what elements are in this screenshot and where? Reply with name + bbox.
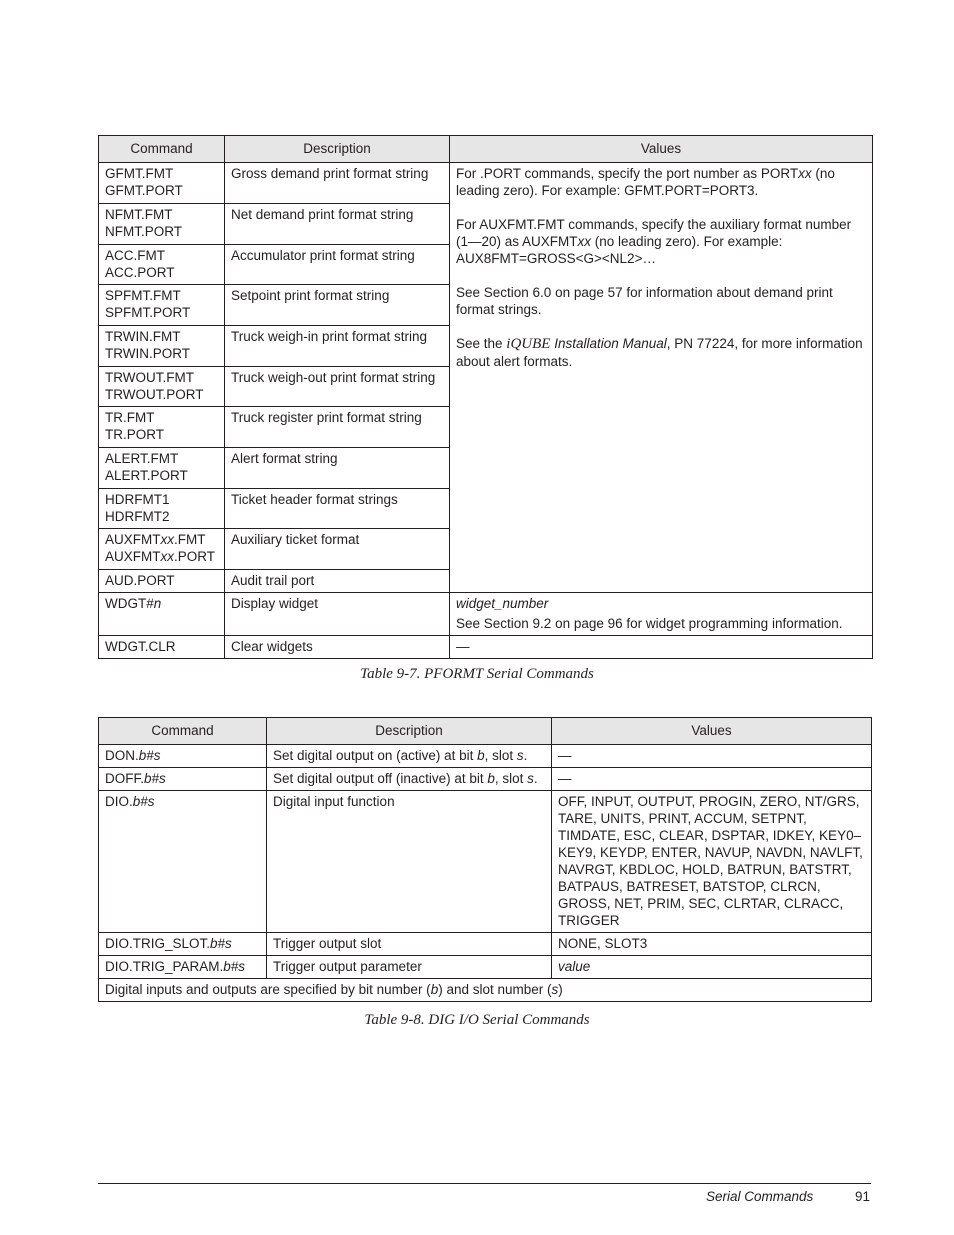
column-header-values: Values [450, 136, 873, 163]
command-cell: WDGT.CLR [99, 636, 225, 659]
command-cell: NFMT.FMT NFMT.PORT [99, 204, 225, 245]
values-cell-shared [450, 163, 873, 593]
description-cell: Auxiliary ticket format [225, 529, 450, 570]
port-format-note: For .PORT commands, specify the port number as PORTxx (no leading zero). For example: GFMT.PORT=PORT3. [456, 166, 835, 198]
values-cell: OFF, INPUT, OUTPUT, PROGIN, ZERO, NT/GRS, TARE, UNITS, PRINT, ACCUM, SETPNT, TIMDATE, ESC, CLEAR, DSPTAR, IDKEY, KEY0–KEY9, KEYDP, ENTER, NAVUP, NAVDN, NAVLFT, NAVRGT, KBDLOC, HOLD, BATRUN, BATSTRT, BATPAUS, BATRESET, BATSTOP, CLRCN, GROSS, NET, PRIM, SEC, CLRTAR, CLRACC, TRIGGER [552, 791, 872, 933]
demand-format-note: See Section 6.0 on page 57 for information about demand print format strings. [456, 285, 833, 317]
values-cell: — [450, 636, 873, 659]
command-cell: WDGT#n [99, 593, 225, 636]
command-cell: DON.b#s [99, 745, 267, 768]
description-cell: Trigger output parameter [267, 956, 552, 979]
table-row [99, 636, 873, 659]
table-note: Digital inputs and outputs are specified by bit number (b) and slot number (s) [99, 979, 872, 1002]
column-header-command: Command [99, 136, 225, 163]
command-cell: GFMT.FMT GFMT.PORT [99, 163, 225, 204]
description-cell: Digital input function [267, 791, 552, 933]
command-cell: TR.FMT TR.PORT [99, 407, 225, 448]
command-cell: HDRFMT1 HDRFMT2 [99, 489, 225, 529]
column-header-values: Values [552, 718, 872, 745]
column-header-command: Command [99, 718, 267, 745]
table-row [99, 163, 873, 204]
table-caption: Table 9-7. PFORMT Serial Commands [360, 666, 594, 682]
values-cell: — [552, 768, 872, 791]
column-header-description: Description [225, 136, 450, 163]
table-caption: Table 9-8. DIG I/O Serial Commands [364, 1012, 590, 1028]
command-cell: ALERT.FMT ALERT.PORT [99, 448, 225, 489]
description-cell: Display widget [225, 593, 450, 636]
command-cell: AUD.PORT [99, 570, 225, 593]
description-cell: Setpoint print format string [225, 285, 450, 326]
description-cell: Set digital output on (active) at bit b, slot s. [267, 745, 552, 768]
page-number: 91 [855, 1189, 871, 1204]
table-row [99, 791, 872, 933]
table-row [99, 956, 872, 979]
table-note-row [99, 979, 872, 1002]
table-row [99, 593, 873, 636]
column-header-description: Description [267, 718, 552, 745]
pformt-commands-table [98, 135, 873, 659]
description-cell: Audit trail port [225, 570, 450, 593]
command-cell: TRWOUT.FMT TRWOUT.PORT [99, 367, 225, 407]
table-header-row [99, 136, 873, 163]
auxfmt-note: For AUXFMT.FMT commands, specify the auxiliary format number (1—20) as AUXFMTxx (no leading zero). For example: AUX8FMT=GROSS<G><NL2>… [456, 217, 852, 266]
table-row [99, 933, 872, 956]
table-header-row [99, 718, 872, 745]
command-cell: DIO.TRIG_SLOT.b#s [99, 933, 267, 956]
description-cell: Clear widgets [225, 636, 450, 659]
description-cell: Ticket header format strings [225, 489, 450, 529]
dig-io-commands-table [98, 717, 872, 1002]
description-cell: Accumulator print format string [225, 245, 450, 285]
description-cell: Net demand print format string [225, 204, 450, 245]
command-cell: TRWIN.FMT TRWIN.PORT [99, 326, 225, 367]
values-cell: NONE, SLOT3 [552, 933, 872, 956]
command-cell: DIO.b#s [99, 791, 267, 933]
command-cell: DOFF.b#s [99, 768, 267, 791]
footer-divider [98, 1183, 871, 1184]
table-row [99, 745, 872, 768]
values-cell: widget_number See Section 9.2 on page 96 for widget programming information. [450, 593, 873, 636]
table-row [99, 768, 872, 791]
description-cell: Gross demand print format string [225, 163, 450, 204]
description-cell: Set digital output off (inactive) at bit b, slot s. [267, 768, 552, 791]
brand-name: iQUBE [506, 336, 551, 352]
description-cell: Truck weigh-out print format string [225, 367, 450, 407]
command-cell: AUXFMTxx.FMT AUXFMTxx.PORT [99, 529, 225, 570]
command-cell: DIO.TRIG_PARAM.b#s [99, 956, 267, 979]
command-cell: SPFMT.FMT SPFMT.PORT [99, 285, 225, 326]
description-cell: Alert format string [225, 448, 450, 489]
description-cell: Truck weigh-in print format string [225, 326, 450, 367]
footer-section-title: Serial Commands [706, 1189, 814, 1204]
description-cell: Truck register print format string [225, 407, 450, 448]
description-cell: Trigger output slot [267, 933, 552, 956]
alert-format-note: See the iQUBE Installation Manual, PN 77224, for more information about alert formats. [456, 336, 863, 369]
command-cell: ACC.FMT ACC.PORT [99, 245, 225, 285]
values-cell: — [552, 745, 872, 768]
values-cell: value [552, 956, 872, 979]
